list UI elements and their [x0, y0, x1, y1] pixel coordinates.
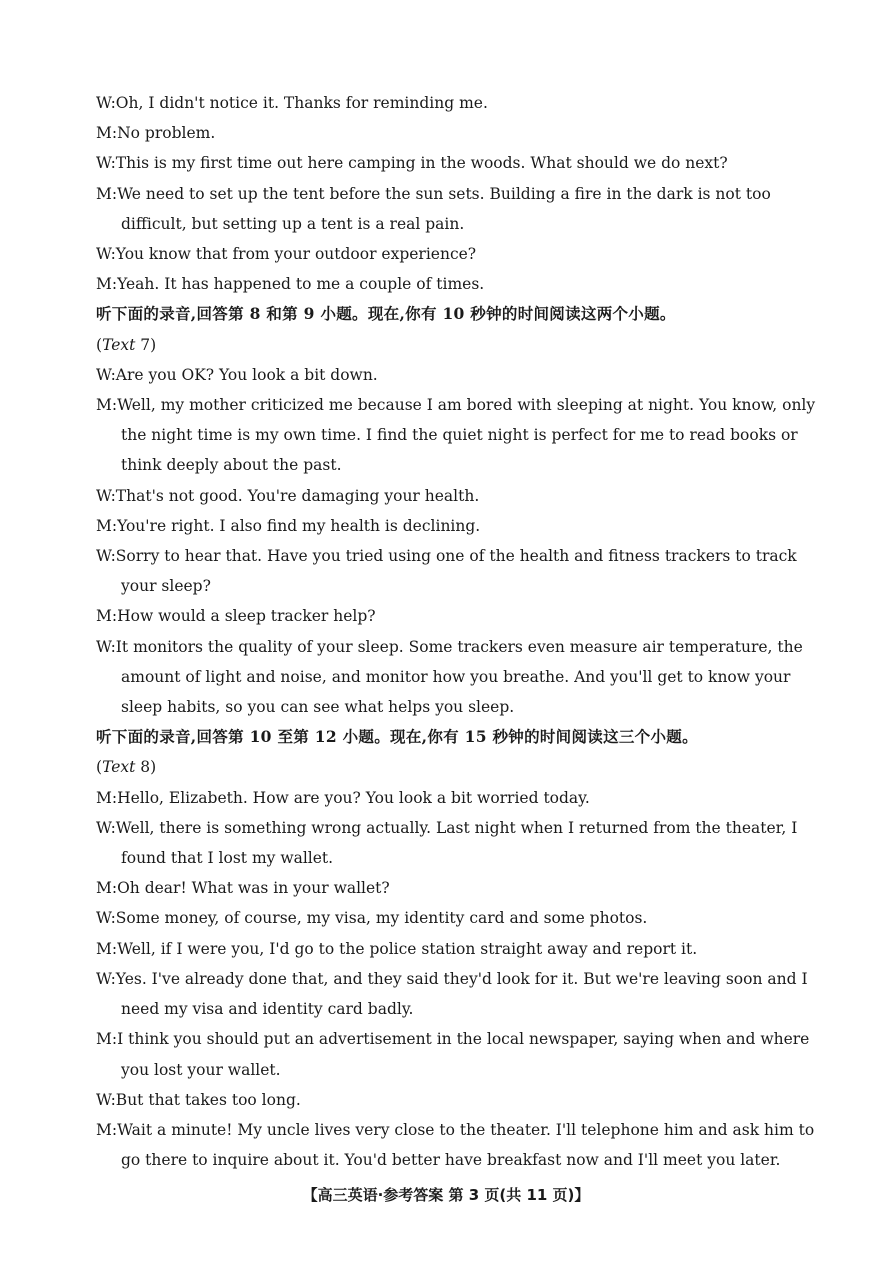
dialogue-line: M:Oh dear! What was in your wallet? [96, 879, 390, 898]
dialogue-line: M:Well, my mother criticized me because I am bored with sleeping at night. You know, only [96, 396, 816, 415]
dialogue-line: M:Well, if I were you, I'd go to the police station straight away and report it. [96, 939, 698, 958]
dialogue-line: W:But that takes too long. [96, 1090, 301, 1109]
dialogue-line: W:It monitors the quality of your sleep. Some trackers even measure air temperature, the [96, 637, 803, 656]
dialogue-line-continuation: you lost your wallet. [121, 1060, 281, 1079]
dialogue-line-continuation: your sleep? [121, 577, 211, 596]
dialogue-line-continuation: the night time is my own time. I find the quiet night is perfect for me to read books or [121, 426, 798, 445]
dialogue-line-continuation: go there to inquire about it. You'd better have breakfast now and I'll meet you later. [121, 1151, 781, 1170]
text-number-label: (Text 7) [96, 335, 157, 354]
dialogue-line: W:You know that from your outdoor experience? [96, 245, 477, 264]
dialogue-line: M:You're right. I also find my health is declining. [96, 516, 481, 535]
dialogue-line: W:That's not good. You're damaging your health. [96, 486, 480, 505]
dialogue-line: M:Wait a minute! My uncle lives very close to the theater. I'll telephone him and ask him to [96, 1120, 815, 1139]
dialogue-line-continuation: need my visa and identity card badly. [121, 1000, 414, 1019]
dialogue-line: W:Oh, I didn't notice it. Thanks for reminding me. [96, 94, 488, 112]
text-number-label: (Text 8) [96, 758, 157, 777]
dialogue-line: M:I think you should put an advertisement in the local newspaper, saying when and where [96, 1030, 810, 1049]
dialogue-line: M:Hello, Elizabeth. How are you? You look a bit worried today. [96, 788, 590, 807]
dialogue-line: W:Some money, of course, my visa, my identity card and some photos. [96, 909, 648, 928]
dialogue-line: M:We need to set up the tent before the sun sets. Building a fire in the dark is not too [96, 184, 771, 203]
dialogue-line: M:No problem. [96, 124, 216, 143]
dialogue-line: W:Well, there is something wrong actually. Last night when I returned from the theater, I [96, 818, 798, 837]
dialogue-line: W:Yes. I've already done that, and they said they'd look for it. But we're leaving soon and I [96, 969, 808, 988]
dialogue-line-continuation: found that I lost my wallet. [121, 849, 334, 868]
dialogue-line: M:Yeah. It has happened to me a couple of times. [96, 275, 485, 294]
page-footer: 【高三英语·参考答案 第 3 页(共 11 页)】 [302, 1186, 590, 1204]
transcript-body [96, 88, 816, 1175]
section-instruction: 听下面的录音,回答第 8 和第 9 小题。现在,你有 10 秒钟的时间阅读这两个小题。 [96, 304, 676, 324]
dialogue-line-continuation: sleep habits, so you can see what helps you sleep. [121, 698, 515, 717]
dialogue-line: W:This is my first time out here camping in the woods. What should we do next? [96, 154, 728, 173]
section-instruction: 听下面的录音,回答第 10 至第 12 小题。现在,你有 15 秒钟的时间阅读这三个小题。 [96, 727, 698, 747]
dialogue-line-continuation: difficult, but setting up a tent is a real pain. [121, 214, 465, 233]
dialogue-line: W:Sorry to hear that. Have you tried using one of the health and fitness trackers to track [96, 547, 797, 566]
dialogue-line: M:How would a sleep tracker help? [96, 607, 376, 626]
dialogue-line: W:Are you OK? You look a bit down. [96, 365, 378, 384]
dialogue-line-continuation: think deeply about the past. [121, 456, 342, 475]
dialogue-line-continuation: amount of light and noise, and monitor how you breathe. And you'll get to know your [121, 667, 791, 686]
